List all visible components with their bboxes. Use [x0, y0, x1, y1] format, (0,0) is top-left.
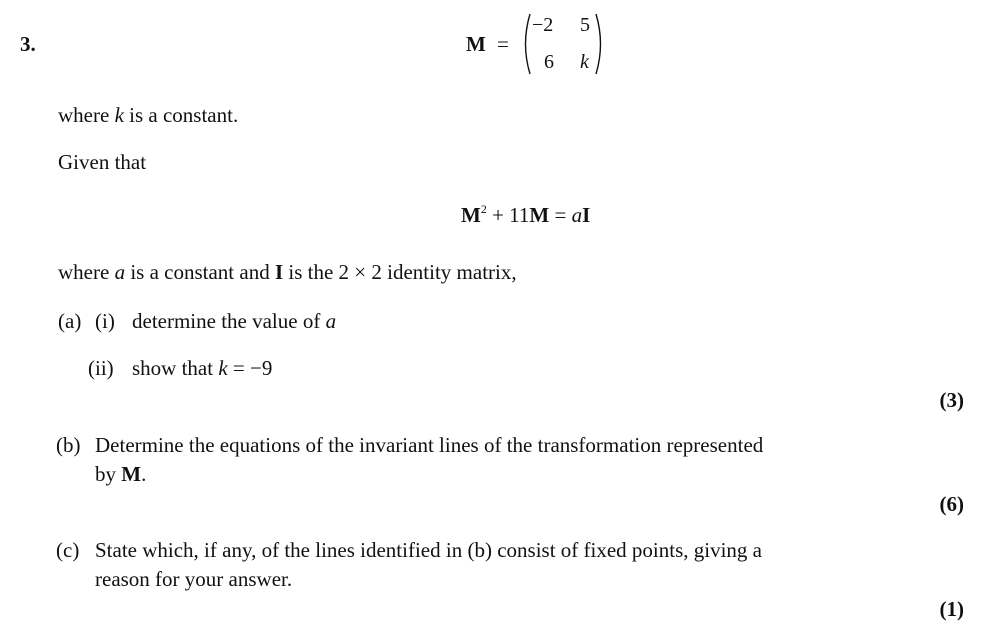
- question-number: 3.: [20, 32, 36, 56]
- eq-plus-11: + 11: [486, 203, 530, 227]
- part-a-ii-value: = −9: [227, 356, 273, 380]
- where-k-suffix: is a constant.: [123, 103, 239, 127]
- part-b-label: (b): [56, 433, 81, 457]
- main-equation: [461, 202, 591, 227]
- eq-m-second: M: [529, 203, 550, 227]
- matrix-entry-12: 5: [580, 14, 590, 36]
- part-b-marks: (6): [939, 492, 964, 516]
- eq-m: M: [461, 203, 481, 227]
- part-a-i-body: determine the value of: [132, 309, 326, 333]
- part-a-i-var: a: [325, 309, 337, 333]
- where-a-identity: I: [274, 260, 284, 284]
- matrix-m: [520, 10, 606, 78]
- where-a-mid: is a constant and: [125, 260, 275, 284]
- where-a-line: [58, 262, 517, 283]
- part-a-ii-var: k: [218, 356, 228, 380]
- part-b-line1: Determine the equations of the invariant lines of the transformation represented: [95, 433, 764, 457]
- part-a-ii-label: (ii): [88, 356, 114, 380]
- matrix-entry-21: 6: [544, 51, 554, 73]
- matrix-equals: =: [497, 32, 509, 56]
- part-c-line1: State which, if any, of the lines identified in (b) consist of fixed points, giving a: [95, 538, 763, 562]
- part-c-line2: reason for your answer.: [95, 567, 293, 591]
- matrix-name: M: [466, 32, 486, 56]
- given-that: Given that: [58, 150, 147, 174]
- part-a-label: (a): [58, 309, 82, 333]
- part-b-line2: [95, 464, 146, 485]
- matrix-entry-22: k: [580, 51, 589, 73]
- part-c-label: (c): [56, 538, 80, 562]
- eq-equals: =: [549, 203, 572, 227]
- where-k-prefix: where: [58, 103, 115, 127]
- part-c-marks: (1): [939, 597, 964, 621]
- part-a-marks: (3): [939, 388, 964, 412]
- where-a-suffix: is the 2 × 2 identity matrix,: [283, 260, 517, 284]
- where-a-prefix: where: [58, 260, 115, 284]
- part-a-ii-body: show that: [132, 356, 219, 380]
- where-k-var: k: [114, 103, 124, 127]
- matrix-entry-11: −2: [532, 14, 554, 36]
- part-b-m: M: [121, 462, 142, 486]
- left-bracket: [526, 14, 531, 74]
- part-b-period: .: [141, 462, 147, 486]
- part-a-i-text: [132, 311, 336, 332]
- part-a-i-label: (i): [95, 309, 115, 333]
- where-a-var: a: [114, 260, 126, 284]
- right-bracket: [596, 14, 601, 74]
- part-a-ii-text: [132, 358, 272, 379]
- eq-square: 2: [480, 202, 487, 216]
- where-k-line: [58, 105, 238, 126]
- part-b-by: by: [95, 462, 122, 486]
- eq-a: a: [571, 203, 583, 227]
- eq-identity: I: [582, 203, 591, 227]
